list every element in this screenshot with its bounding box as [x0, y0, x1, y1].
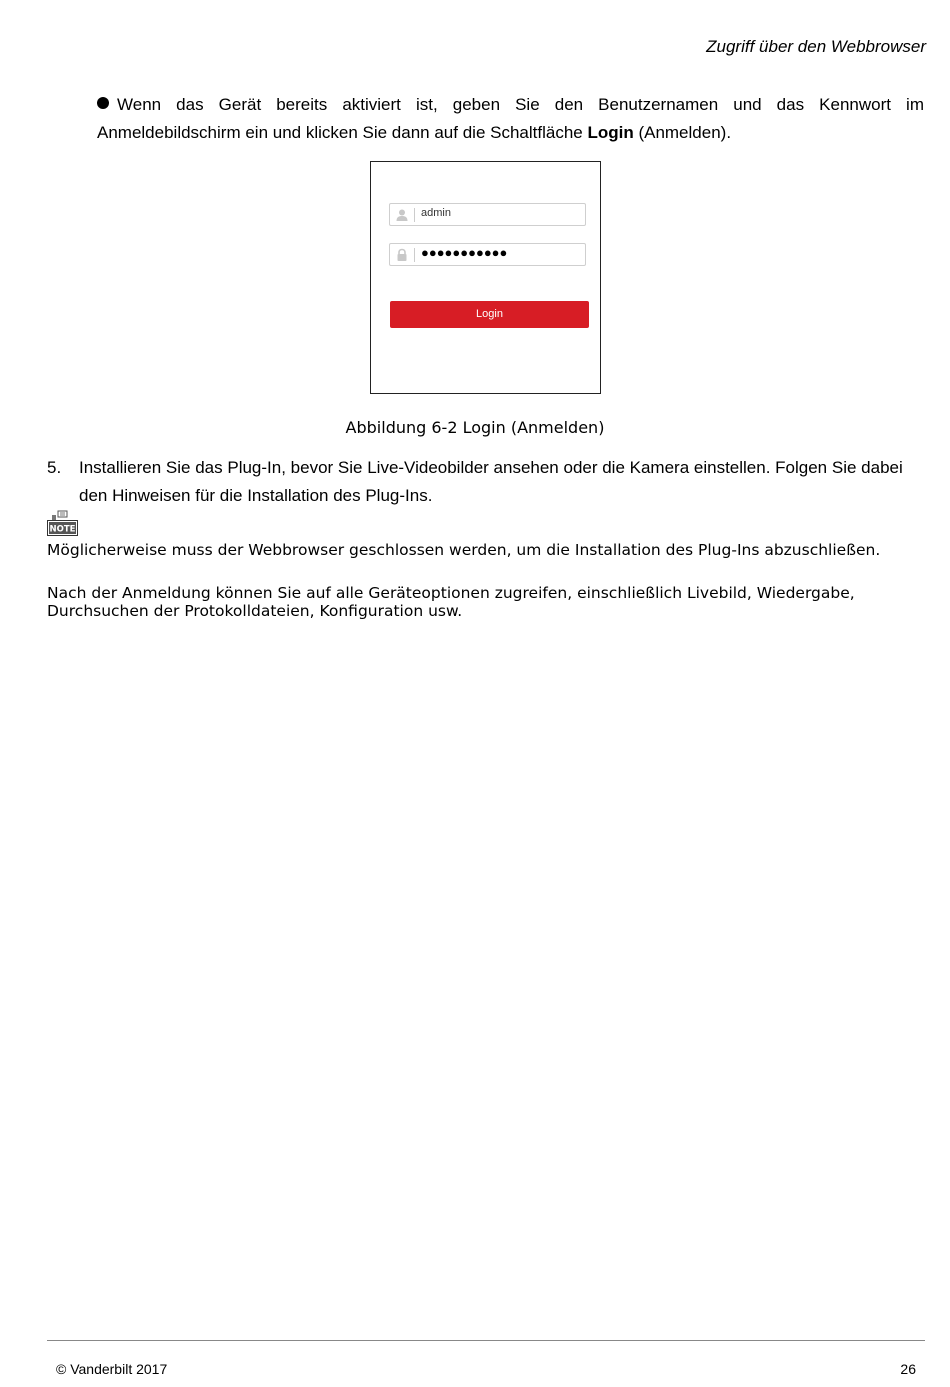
- bullet-text-bold: Login: [587, 123, 634, 142]
- user-icon: [395, 208, 409, 222]
- username-value: admin: [421, 207, 451, 219]
- bullet-text-after: (Anmelden).: [633, 123, 732, 142]
- username-field[interactable]: [389, 203, 586, 226]
- after-login-text: Nach der Anmeldung können Sie auf alle Geräteoptionen zugreifen, einschließlich Livebild, Wiedergabe, Durchsuchen der Protokolldateien, Konfiguration usw.: [47, 584, 855, 620]
- step-text: Installieren Sie das Plug-In, bevor Sie Live-Videobilder ansehen oder die Kamera einstellen. Folgen Sie dabei den Hinweisen für die Installation des Plug-Ins.: [79, 458, 903, 505]
- figure-caption: Abbildung 6-2 Login (Anmelden): [345, 418, 605, 437]
- step-number: 5.: [47, 458, 62, 477]
- note-text: Möglicherweise muss der Webbrowser geschlossen werden, um die Installation des Plug-Ins abzuschließen.: [47, 541, 881, 559]
- footer-page-number: 26: [900, 1361, 916, 1377]
- step-item: [47, 454, 924, 510]
- field-separator: [414, 208, 415, 222]
- footer-divider: [47, 1340, 925, 1341]
- field-separator: [414, 248, 415, 262]
- bullet-paragraph: [97, 91, 924, 147]
- page-header-title: Zugriff über den Webbrowser: [706, 37, 926, 56]
- password-field[interactable]: [389, 243, 586, 266]
- lock-icon: [395, 248, 409, 262]
- note-icon-label: NOTE: [49, 524, 76, 535]
- note-icon: [47, 510, 78, 537]
- bullet-text-before: Wenn das Gerät bereits aktiviert ist, geben Sie den Benutzernamen und das Kennwort im Anmeldebildschirm ein und klicken Sie dann auf die Schaltfläche: [97, 95, 924, 142]
- bullet-dot-icon: [97, 97, 109, 109]
- login-button[interactable]: Login: [390, 301, 589, 328]
- login-figure: [370, 161, 601, 394]
- password-value: ●●●●●●●●●●●: [421, 245, 508, 260]
- footer-copyright: © Vanderbilt 2017: [56, 1361, 168, 1377]
